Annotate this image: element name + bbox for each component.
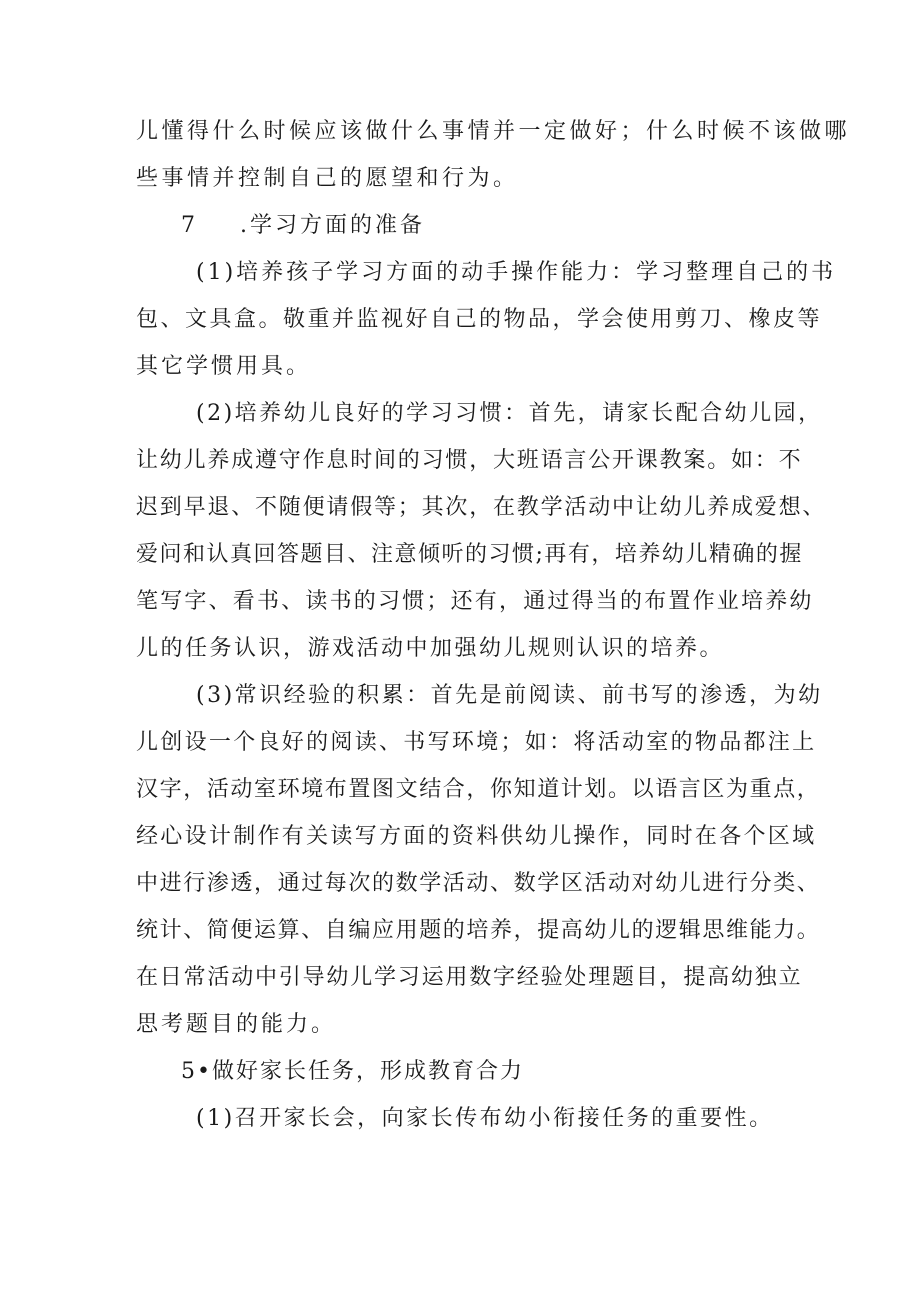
section-heading: 5•做好家长任务，形成教育合力 [181,1059,524,1084]
paragraph-line: (1)培养孩子学习方面的动手操作能力：学习整理自己的书 [196,260,837,285]
paragraph-line: (2)培养幼儿良好的学习习惯：首先，请家长配合幼儿园， [196,401,823,426]
paragraph-line: 儿创设一个良好的阅读、书写环境；如：将活动室的物品都注上 [136,730,817,755]
paragraph-line: 经心设计制作有关读写方面的资料供幼儿操作，同时在各个区域 [136,824,817,849]
paragraph-line: 中进行渗透，通过每次的数学活动、数学区活动对幼儿进行分类、 [136,871,821,896]
paragraph-line: (3)常识经验的积累：首先是前阅读、前书写的渗透，为幼 [196,683,823,708]
paragraph-line: 爱问和认真回答题目、注意倾听的习惯;再有，培养幼儿精确的握 [136,542,803,567]
paragraph-line: 让幼儿养成遵守作息时间的习惯，大班语言公开课教案。如：不 [136,448,803,473]
paragraph-line: 其它学惯用具。 [136,354,312,379]
paragraph-line: 在日常活动中引导幼儿学习运用数字经验处理题目，提高幼独立 [136,965,803,990]
paragraph-line: 思考题目的能力。 [136,1012,337,1037]
paragraph-line: 笔写字、看书、读书的习惯；还有，通过得当的布置作业培养幼 [136,589,814,614]
section-number: 7 [181,213,195,238]
section-heading: .学习方面的准备 [240,213,425,238]
paragraph-line: 汉字，活动室环境布置图文结合，你知道计划。以语言区为重点， [136,777,821,802]
paragraph-line: 些事情并控制自己的愿望和行为。 [136,166,519,191]
paragraph-line: 迟到早退、不随便请假等；其次，在教学活动中让幼儿养成爱想、 [136,495,827,520]
paragraph-line: 包、文具盒。敬重并监视好自己的物品，学会使用剪刀、橡皮等 [136,307,823,332]
paragraph-line: 统计、简便运算、自编应用题的培养，提高幼儿的逻辑思维能力。 [136,918,821,943]
paragraph-line: 儿懂得什么时候应该做什么事情并一定做好；什么时候不该做哪 [136,119,851,144]
paragraph-line: (1)召开家长会，向家长传布幼小衔接任务的重要性。 [196,1106,774,1131]
paragraph-line: 儿的任务认识，游戏活动中加强幼儿规则认识的培养。 [136,636,725,661]
